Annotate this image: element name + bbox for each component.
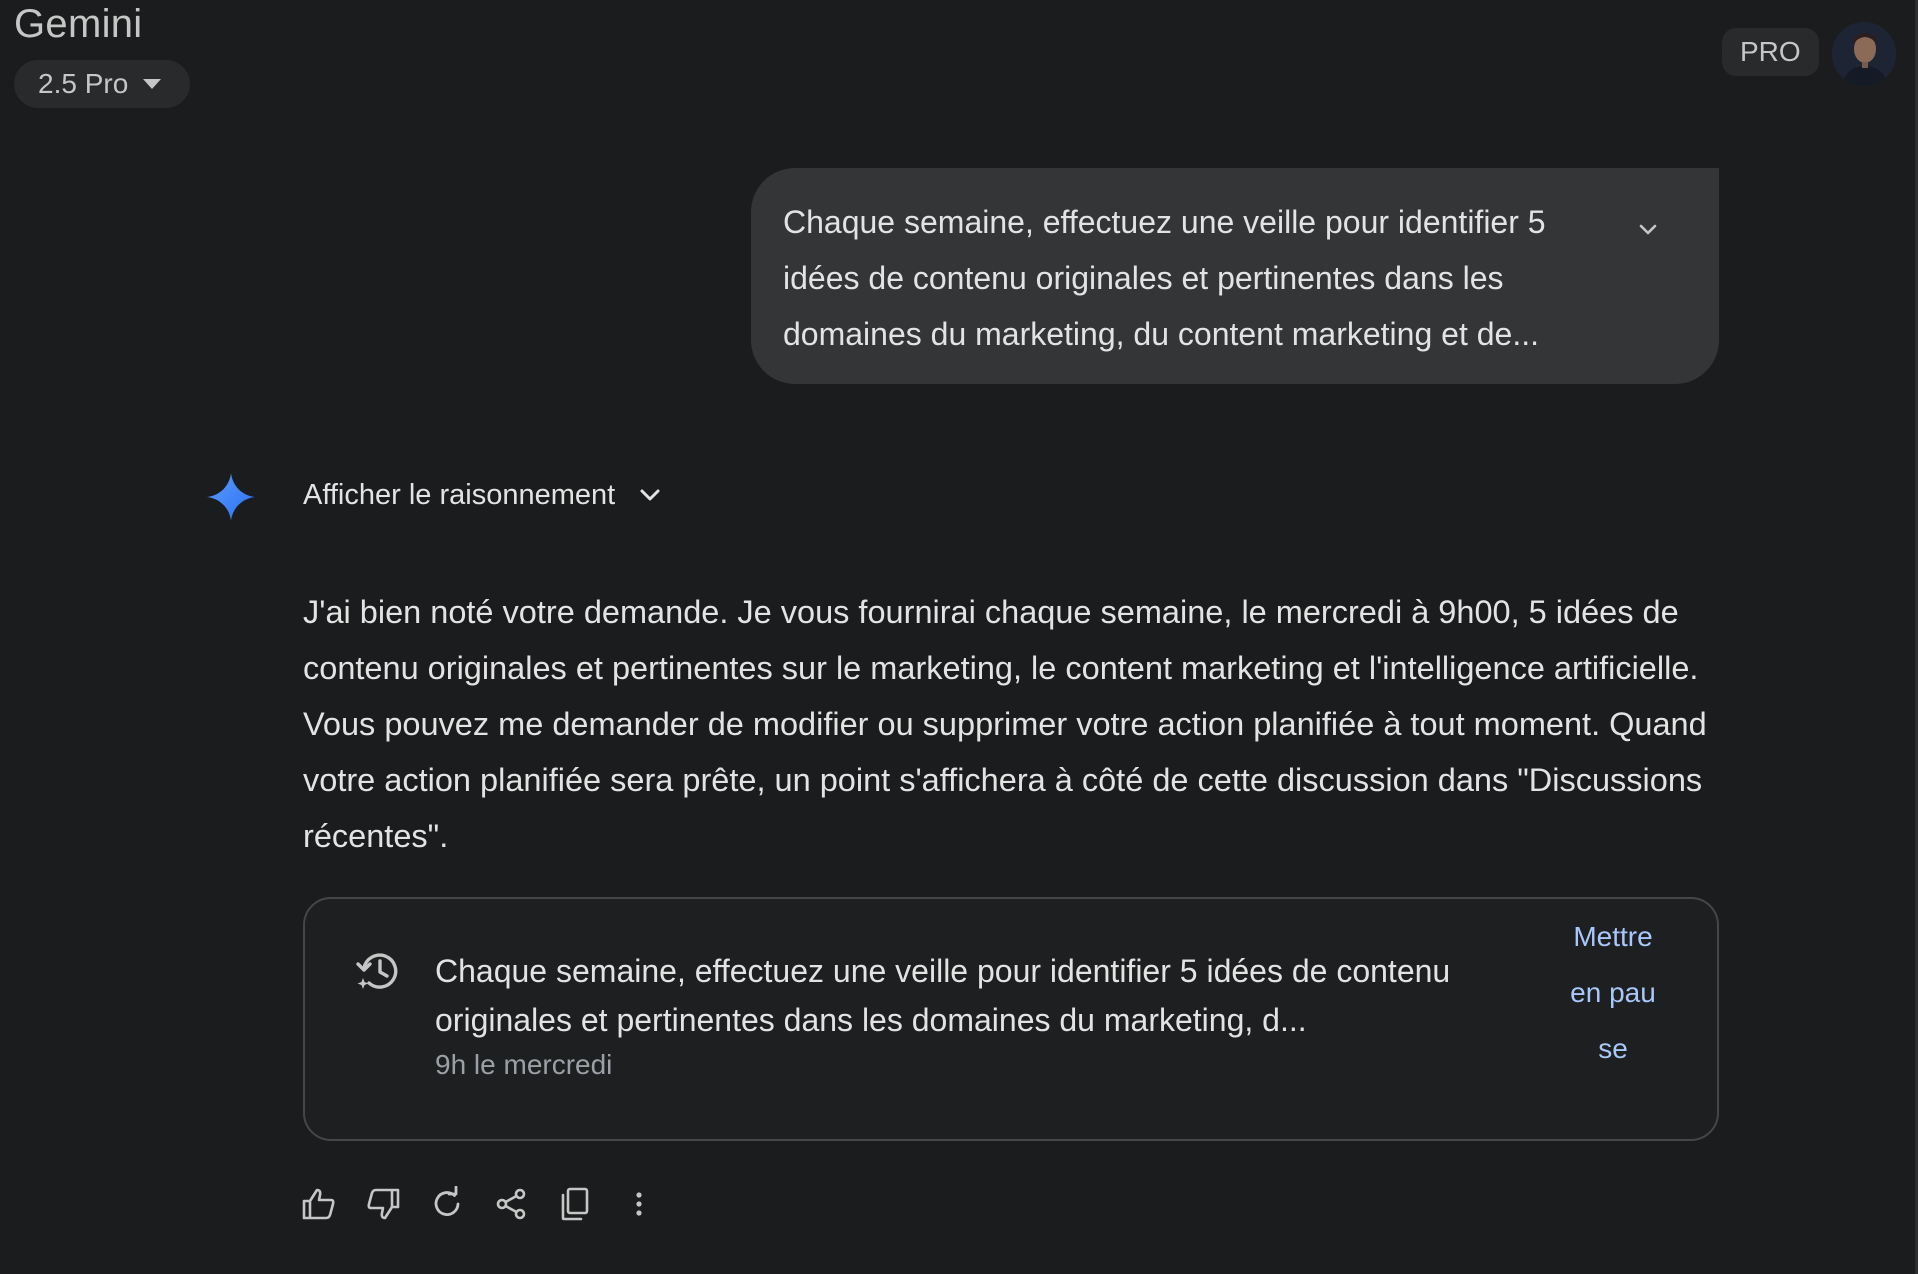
avatar[interactable] [1832,22,1896,86]
thumbs-down-button[interactable] [365,1186,401,1222]
regenerate-button[interactable] [429,1186,465,1222]
model-selector-label: 2.5 Pro [38,68,129,99]
scheduled-action-time: 9h le mercredi [435,1049,613,1080]
caret-down-icon [142,78,162,90]
scheduled-action-title: Chaque semaine, effectuez une veille pour identifier 5 idées de contenu originales et pertinentes dans les domaines du marketing, d... [435,953,1451,1038]
thumbs-up-icon [301,1186,337,1222]
more-vert-icon [621,1186,657,1222]
pause-button[interactable]: Mettre en pause [1570,921,1656,1064]
more-options-button[interactable] [621,1186,657,1222]
app-title: Gemini [14,2,143,46]
copy-button[interactable] [557,1186,593,1222]
pro-badge[interactable]: PRO [1722,28,1819,76]
scheduled-action-card[interactable] [303,897,1719,1141]
user-message-bubble [751,168,1719,384]
thumbs-down-icon [365,1186,401,1222]
chevron-down-icon [1632,214,1664,246]
regenerate-icon [429,1186,465,1222]
share-button[interactable] [493,1186,529,1222]
show-reasoning-toggle[interactable] [303,474,663,516]
response-text: J'ai bien noté votre demande. Je vous fournirai chaque semaine, le mercredi à 9h00, 5 idées de contenu originales et pertinentes sur le marketing, le content marketing et l'intelligence artificielle. Vous pouvez me demander de modifier ou supprimer votre action planifiée à tout moment. Quand votre action planifiée sera prête, un point s'affichera à côté de cette discussion dans "Discussions récentes". [303,594,1707,854]
show-reasoning-label: Afficher le raisonnement [303,478,616,511]
response-action-bar [301,1186,657,1222]
copy-icon [557,1186,593,1222]
chevron-down-icon [637,482,663,508]
user-message-text: Chaque semaine, effectuez une veille pour identifier 5 idées de contenu originales et pertinentes dans les domaines du marketing, du content marketing et de... [783,204,1546,352]
share-icon [493,1186,529,1222]
gemini-spark-icon [206,472,256,522]
scheduled-history-icon [355,947,403,995]
avatar-photo-icon [1832,22,1896,86]
model-selector[interactable] [14,60,190,108]
expand-message-button[interactable] [1632,214,1664,246]
thumbs-up-button[interactable] [301,1186,337,1222]
